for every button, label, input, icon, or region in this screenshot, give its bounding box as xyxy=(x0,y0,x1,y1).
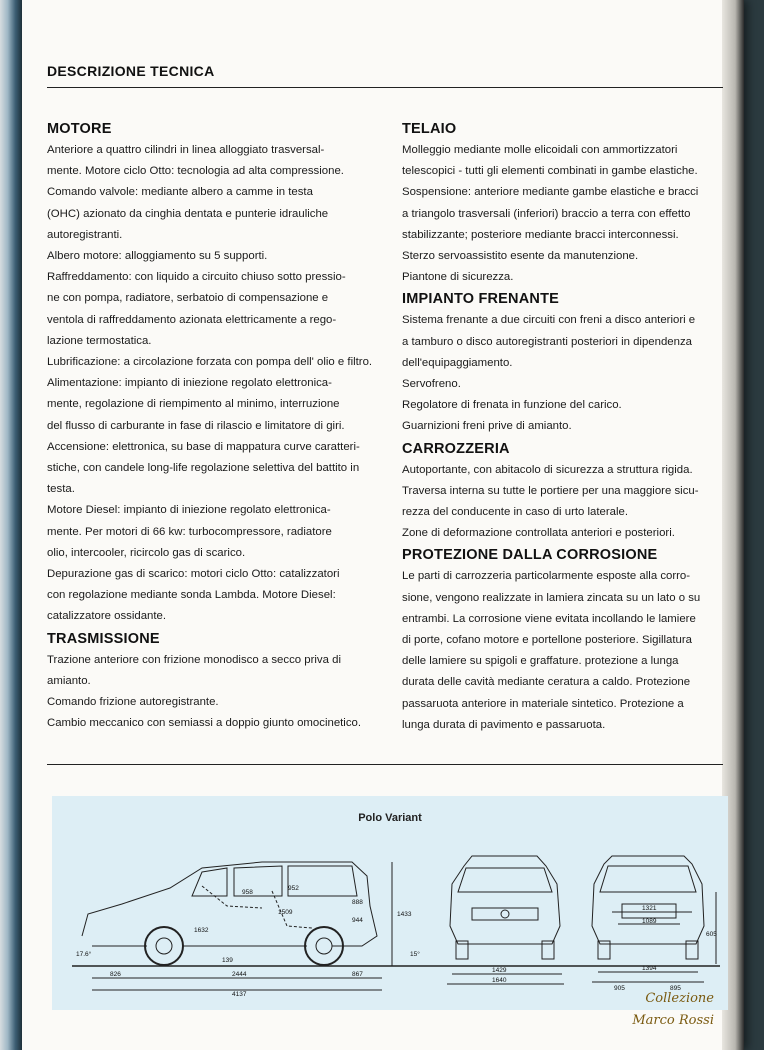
body-line: ne con pompa, radiatore, serbatoio di compensazione e xyxy=(47,292,329,305)
section-heading: IMPIANTO FRENANTE xyxy=(402,291,559,308)
body-line: entrambi. La corrosione viene evitata incollando le lamiere xyxy=(402,612,696,625)
body-line: Comando valvole: mediante albero a camme in testa xyxy=(47,186,313,199)
body-line: testa. xyxy=(47,483,75,496)
body-line: Sospensione: anteriore mediante gambe elastiche e bracci xyxy=(402,186,699,199)
body-line: Sistema frenante a due circuiti con freni a disco anteriori e xyxy=(402,314,696,327)
body-line: mente. Motore ciclo Otto: tecnologia ad alta compressione. xyxy=(47,165,344,178)
dim-cargo-length: 888 xyxy=(352,899,363,906)
dim-sill-height: 605 xyxy=(706,931,717,938)
body-line: (OHC) azionato da cinghia dentata e punterie idrauliche xyxy=(47,207,329,220)
body-line: del flusso di carburante in fase di rilascio e limitatore di giri. xyxy=(47,419,345,432)
body-line: durata delle cavità mediante ceratura a caldo. Protezione xyxy=(402,676,691,689)
dim-front-track: 1429 xyxy=(492,967,507,974)
dim-legroom: 1632 xyxy=(194,927,209,934)
header-rule xyxy=(47,87,723,88)
body-line: Traversa interna su tutte le portiere per una maggiore sicu- xyxy=(402,484,699,497)
section-heading: CARROZZERIA xyxy=(402,440,510,457)
dim-length: 4137 xyxy=(232,991,247,998)
body-line: Anteriore a quattro cilindri in linea alloggiato trasversal- xyxy=(47,144,325,156)
body-line: mente, regolazione di riempimento al minimo, interruzione xyxy=(47,398,340,411)
section-impianto-frenante xyxy=(402,288,732,437)
car-dimension-drawing xyxy=(52,796,728,1010)
body-line: stabilizzante; posteriore mediante bracci interconnessi. xyxy=(402,228,679,241)
dim-rear-overhang: 867 xyxy=(352,971,363,978)
body-line: a tamburo o disco autoregistranti posteriori in dipendenza xyxy=(402,335,692,348)
body-line: di porte, cofano motore e portellone posteriore. Sigillatura xyxy=(402,634,692,647)
page-title: DESCRIZIONE TECNICA xyxy=(47,63,215,79)
body-line: delle lamiere su spigoli e graffature. protezione a lunga xyxy=(402,655,679,668)
figure-title: Polo Variant xyxy=(358,812,422,824)
dim-cargo-height: 944 xyxy=(352,917,363,924)
body-line: mente. Per motori di 66 kw: turbocompressore, radiatore xyxy=(47,525,332,538)
body-line: Albero motore: alloggiamento su 5 supporti. xyxy=(47,250,268,263)
body-line: Regolatore di frenata in funzione del carico. xyxy=(402,399,622,412)
section-carrozzeria xyxy=(402,438,732,545)
body-line: stiche, con candele long-life regolazione selettiva del battito in xyxy=(47,462,360,475)
watermark-line-1: Collezione xyxy=(645,991,714,1006)
dim-headroom-rear: 952 xyxy=(288,885,299,892)
right-column xyxy=(402,118,732,736)
section-protezione-dalla-corrosione xyxy=(402,544,732,736)
dim-front-angle: 17.6° xyxy=(76,951,92,958)
left-column xyxy=(47,118,387,734)
body-line: Comando frizione autoregistrante. xyxy=(47,696,219,709)
body-line: Depurazione gas di scarico: motori ciclo Otto: catalizzatori xyxy=(47,568,340,581)
dim-rear-width-right: 895 xyxy=(670,985,681,992)
section-trasmissione xyxy=(47,628,387,735)
dimension-figure xyxy=(52,796,728,1010)
body-line: Servofreno. xyxy=(402,378,461,391)
body-line: Molleggio mediante molle elicoidali con ammortizzatori xyxy=(402,144,678,156)
dim-rear-track: 1394 xyxy=(642,965,657,972)
body-line: telescopici - tutti gli elementi combinati in gambe elastiche. xyxy=(402,165,698,178)
body-line: Motore Diesel: impianto di iniezione regolato elettronica- xyxy=(47,504,331,517)
body-line: Le parti di carrozzeria particolarmente esposte alla corro- xyxy=(402,570,691,583)
figure-rule xyxy=(47,764,723,765)
body-line: Accensione: elettronica, su base di mappatura curve caratteri- xyxy=(47,440,360,453)
body-line: lazione termostatica. xyxy=(47,334,152,347)
body-line: lunga durata di pavimento e passaruota. xyxy=(402,718,606,731)
dim-rear-width-left: 905 xyxy=(614,985,625,992)
body-line: catalizzatore ossidante. xyxy=(47,610,167,623)
body-line: con regolazione mediante sonda Lambda. Motore Diesel: xyxy=(47,589,336,602)
body-line: amianto. xyxy=(47,674,91,687)
dim-width: 1640 xyxy=(492,977,507,984)
dim-headroom-front: 958 xyxy=(242,889,253,896)
side-view-windows xyxy=(192,866,357,896)
body-line: sione, vengono realizzate in lamiera zincata su un lato o su xyxy=(402,591,701,604)
body-line: olio, intercooler, ricircolo gas di scarico. xyxy=(47,546,246,559)
dim-shoulder-width: 1321 xyxy=(642,905,657,912)
dim-rear-angle: 15° xyxy=(410,951,420,958)
watermark-line-2: Marco Rossi xyxy=(632,1013,714,1028)
dim-ground-clearance: 139 xyxy=(222,957,233,964)
body-line: Guarnizioni freni prive di amianto. xyxy=(402,420,572,433)
section-heading: TRASMISSIONE xyxy=(47,630,160,647)
body-line: Autoportante, con abitacolo di sicurezza a struttura rigida. xyxy=(402,463,693,476)
body-line: dell'equipaggiamento. xyxy=(402,356,513,369)
body-line: autoregistranti. xyxy=(47,228,123,241)
side-front-wheel xyxy=(145,927,183,965)
dim-front-overhang: 826 xyxy=(110,971,121,978)
section-heading: PROTEZIONE DALLA CORROSIONE xyxy=(402,547,658,564)
dim-rear-interior-width: 1089 xyxy=(642,918,657,925)
body-line: Piantone di sicurezza. xyxy=(402,271,514,284)
body-line: Alimentazione: impianto di iniezione regolato elettronica- xyxy=(47,377,332,390)
section-telaio xyxy=(402,118,732,288)
body-line: ventola di raffreddamento azionata elettricamente a rego- xyxy=(47,313,337,326)
body-line: Lubrificazione: a circolazione forzata con pompa dell' olio e filtro. xyxy=(47,356,373,369)
rear-view-body xyxy=(592,856,704,944)
section-heading: MOTORE xyxy=(47,121,112,137)
dim-wheelbase: 2444 xyxy=(232,971,247,978)
front-view-body xyxy=(450,856,560,944)
section-heading: TELAIO xyxy=(402,121,457,137)
document-page xyxy=(22,0,744,1050)
dim-interior-length: 1509 xyxy=(278,909,293,916)
left-page-edge xyxy=(0,0,22,1050)
side-view-body xyxy=(82,862,377,946)
body-line: Zone di deformazione controllata anteriori e posteriori. xyxy=(402,527,675,540)
body-line: Trazione anteriore con frizione monodisco a secco priva di xyxy=(47,653,341,666)
section-motore xyxy=(47,118,387,628)
body-line: Sterzo servoassistito esente da manutenzione. xyxy=(402,250,639,263)
body-line: passaruota anteriore in materiale sintetico. Protezione a xyxy=(402,697,684,710)
body-line: a triangolo trasversali (inferiori) braccio a terra con effetto xyxy=(402,207,691,220)
collection-watermark xyxy=(632,988,714,1032)
dim-height: 1433 xyxy=(397,911,412,918)
body-line: rezza del conducente in caso di urto laterale. xyxy=(402,506,629,519)
body-line: Raffreddamento: con liquido a circuito chiuso sotto pressio- xyxy=(47,271,346,284)
body-line: Cambio meccanico con semiassi a doppio giunto omocinetico. xyxy=(47,717,362,730)
